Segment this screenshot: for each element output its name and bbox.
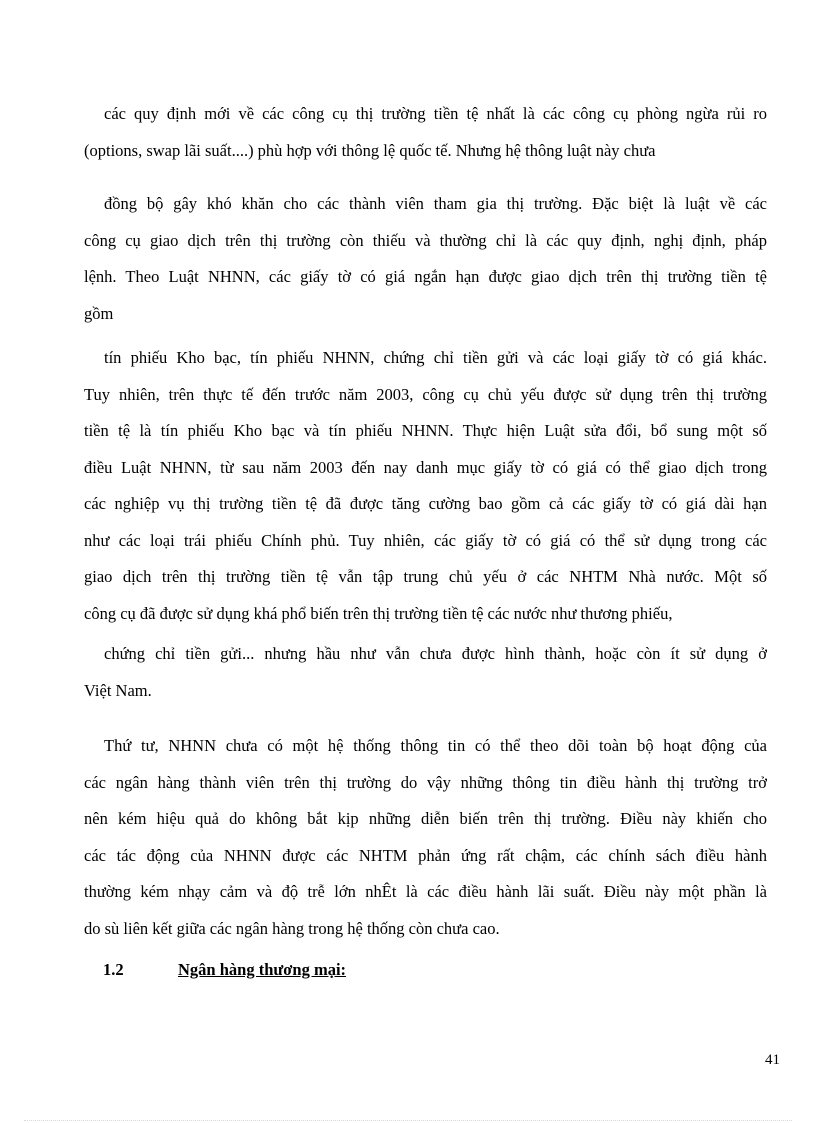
text-line: lệnh. Theo Luật NHNN, các giấy tờ có giá ngắn hạn được giao dịch trên thị trường tiền tệ: [84, 267, 767, 286]
paragraph-3: [84, 340, 767, 632]
section-heading: [103, 958, 346, 982]
text-line: giao dịch trên thị trường tiền tệ vẫn tập trung chủ yếu ở các NHTM Nhà nước. Một số: [84, 567, 767, 586]
section-title: Ngân hàng thương mại:: [178, 960, 347, 979]
text-line: thường kém nhạy cảm và độ trễ lớn nhÊt là các điều hành lãi suất. Điều này một phần là: [84, 882, 767, 901]
text-line: tiền tệ là tín phiếu Kho bạc và tín phiếu NHNN. Thực hiện Luật sửa đổi, bổ sung một số: [84, 421, 767, 440]
paragraph-1: [84, 96, 767, 169]
text-line: do sù liên kết giữa các ngân hàng trong hệ thống còn chưa cao.: [84, 918, 500, 938]
text-line: điều Luật NHNN, từ sau năm 2003 đến nay danh mục giấy tờ có giá có thể giao dịch trong: [84, 457, 767, 477]
text-line: Việt Nam.: [84, 680, 152, 700]
page-bottom-border: [24, 1120, 792, 1121]
text-line: công cụ giao dịch trên thị trường còn thiếu và thường chỉ là các quy định, nghị định, pháp: [84, 230, 767, 250]
section-number: 1.2: [103, 960, 124, 979]
text-line: nên kém hiệu quả do không bắt kịp những diễn biến trên thị trường. Điều này khiến cho: [84, 809, 767, 828]
text-line: Thứ tư, NHNN chưa có một hệ thống thông tin có thể theo dõi toàn bộ hoạt động của: [104, 736, 767, 755]
text-line: các quy định mới về các công cụ thị trường tiền tệ nhất là các công cụ phòng ngừa rủi ro: [104, 104, 767, 123]
text-line: các nghiệp vụ thị trường tiền tệ đã được tăng cường bao gồm cả các giấy tờ có giá dài hạn: [84, 494, 767, 513]
text-line: các ngân hàng thành viên trên thị trường do vậy những thông tin điều hành thị trường trở: [84, 772, 767, 792]
text-line: (options, swap lãi suất....) phù hợp với thông lệ quốc tế. Nhưng hệ thông luật này chưa: [84, 140, 656, 160]
page-number: 41: [765, 1052, 780, 1068]
text-line: các tác động của NHNN được các NHTM phản ứng rất chậm, các chính sách điều hành: [84, 845, 767, 865]
text-line: tín phiếu Kho bạc, tín phiếu NHNN, chứng chỉ tiền gửi và các loại giấy tờ có giá khác.: [104, 348, 767, 367]
text-line: chứng chỉ tiền gửi... nhưng hầu như vẫn chưa được hình thành, hoặc còn ít sử dụng ở: [104, 644, 767, 663]
text-line: gồm: [84, 303, 114, 323]
text-line: Tuy nhiên, trên thực tế đến trước năm 2003, công cụ chủ yếu được sử dụng trên thị trường: [84, 384, 767, 404]
paragraph-5: [84, 728, 767, 947]
text-line: công cụ đã được sử dụng khá phổ biến trên thị trường tiền tệ các nước như thương phiếu,: [84, 603, 673, 623]
text-line: đồng bộ gây khó khăn cho các thành viên tham gia thị trường. Đặc biệt là luật về các: [104, 194, 767, 213]
paragraph-2: [84, 186, 767, 332]
text-line: như các loại trái phiếu Chính phủ. Tuy nhiên, các giấy tờ có giá có thể sử dụng trong các: [84, 530, 767, 550]
paragraph-4: [84, 636, 767, 709]
